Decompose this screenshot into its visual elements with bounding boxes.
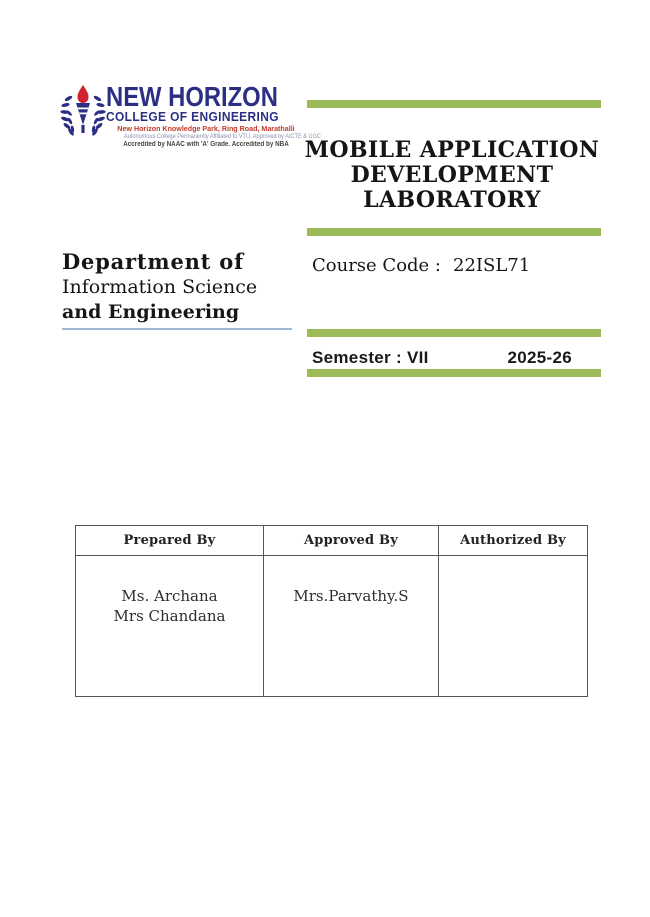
accent-bar-below-title <box>307 228 601 236</box>
college-affiliation: Autonomous College Permanently Affiliated to VTU, Approved by AICTE & UGC <box>124 133 321 140</box>
college-address: New Horizon Knowledge Park, Ring Road, Marathalli <box>117 124 295 133</box>
lab-title-line3: LABORATORY <box>363 187 541 213</box>
semester-row <box>312 348 572 368</box>
prepared-by-name-2: Mrs Chandana <box>113 607 226 625</box>
college-accreditation: Accredited by NAAC with 'A' Grade. Accredited by NBA <box>123 141 289 148</box>
college-subtitle: COLLEGE OF ENGINEERING <box>106 109 279 124</box>
course-code-row <box>312 255 530 276</box>
department-line2: Information Science <box>62 276 258 298</box>
lab-title <box>303 138 601 213</box>
header-authorized-by: Authorized By <box>439 526 588 556</box>
department-underline <box>62 328 292 330</box>
signature-table <box>75 525 588 697</box>
department-title <box>62 249 307 325</box>
lab-title-line1: MOBILE APPLICATION <box>304 137 600 163</box>
accent-bar-below-semester <box>307 369 601 377</box>
prepared-by-cell <box>76 556 264 697</box>
semester-label: Semester : VII <box>312 348 429 367</box>
prepared-by-name-1: Ms. Archana <box>121 587 218 605</box>
department-line1: Department of <box>62 249 244 274</box>
approved-by-name: Mrs.Parvathy.S <box>293 587 409 605</box>
header-approved-by: Approved By <box>264 526 439 556</box>
approved-by-cell <box>264 556 439 697</box>
academic-year: 2025-26 <box>507 348 572 367</box>
course-code-label: Course Code : <box>312 255 441 276</box>
college-logo <box>60 81 321 148</box>
accent-bar-top <box>307 100 601 108</box>
college-name: NEW HORIZON <box>106 81 278 112</box>
signature-table-header-row <box>76 526 588 556</box>
authorized-by-cell <box>439 556 588 697</box>
header-prepared-by: Prepared By <box>76 526 264 556</box>
department-line3: and Engineering <box>62 301 240 323</box>
course-code-value: 22ISL71 <box>453 255 531 276</box>
lab-title-line2: DEVELOPMENT <box>350 162 554 188</box>
accent-bar-above-semester <box>307 329 601 337</box>
signature-table-body-row <box>76 556 588 697</box>
torch-laurel-icon <box>60 84 106 140</box>
